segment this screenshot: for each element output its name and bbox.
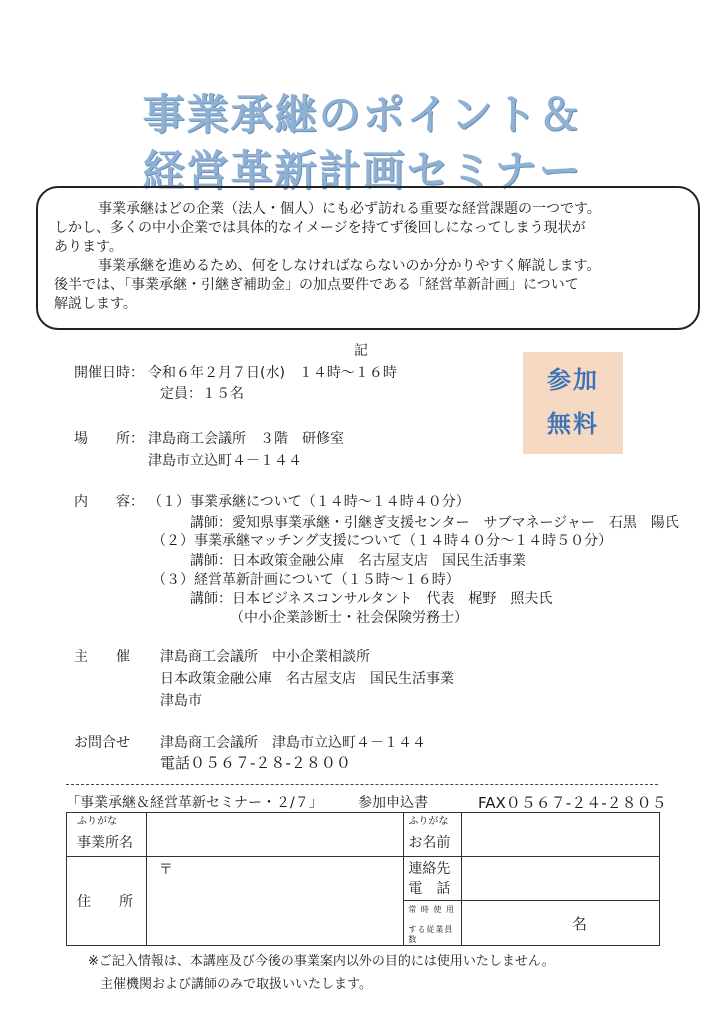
address-label-cell xyxy=(67,857,147,946)
content-label: 内 容： xyxy=(74,494,144,510)
ki-mark: 記 xyxy=(354,343,368,359)
intro-line: 後半では、「事業承継・引継ぎ補助金」の加点要件である「経営革新計画」について xyxy=(54,277,579,293)
organizer-line-3: 津島市 xyxy=(160,693,202,709)
address-label: 住 所 xyxy=(77,894,133,910)
schedule-label: 開催日時： xyxy=(74,365,144,381)
name-label-cell xyxy=(404,813,462,857)
form-apply-label: 参加申込書 xyxy=(358,795,428,811)
form-heading: 「事業承継＆経営革新セミナー・２/７」 xyxy=(66,795,323,811)
employees-label-1: 常 時 使 用 xyxy=(408,905,455,914)
furigana-label: ふりがな xyxy=(77,816,117,827)
name-label: お名前 xyxy=(408,835,451,851)
organizer-label: 主 催 xyxy=(74,649,130,665)
privacy-note-1: ※ご記入情報は、本講座及び今後の事業案内以外の目的には使用いたしません。 xyxy=(88,954,555,969)
content-item-3-lecturer: 講師：日本ビジネスコンサルタント 代表 梶野 照夫氏 xyxy=(190,591,553,607)
employees-field[interactable] xyxy=(462,901,660,946)
content-item-1-lecturer: 講師：愛知県事業承継・引継ぎ支援センター サブマネージャー 石黒 陽氏 xyxy=(190,515,679,531)
employees-label-2: する従業員数 xyxy=(408,925,454,944)
company-label: 事業所名 xyxy=(77,835,133,851)
content-item-3: （３）経営革新計画について（１５時～１６時） xyxy=(152,572,460,588)
contact-line-1: 津島商工会議所 津島市立込町４－１４４ xyxy=(160,735,426,751)
intro-line: しかし、多くの中小企業では具体的なイメージを持てず後回しになってしまう現状が xyxy=(54,220,586,236)
unit-label: 名 xyxy=(571,914,587,933)
address-field[interactable] xyxy=(146,857,403,946)
venue-line-2: 津島市立込町４－１４４ xyxy=(148,453,302,469)
phone-field[interactable] xyxy=(462,857,660,901)
intro-line: 事業承継を進めるため、何をしなければならないのか分かりやすく解説します。 xyxy=(98,258,601,274)
organizer-line-1: 津島商工会議所 中小企業相談所 xyxy=(160,649,370,665)
badge-line: 参加 xyxy=(547,366,599,394)
free-badge xyxy=(523,352,623,454)
company-field[interactable] xyxy=(146,813,403,857)
contact-label-cell xyxy=(404,857,462,901)
intro-box xyxy=(36,186,700,330)
capacity: 定員：１５名 xyxy=(160,386,244,402)
contact-label: お問合せ xyxy=(74,735,130,751)
title-line-1: 事業承継のポイント＆ xyxy=(142,90,583,139)
company-label-cell xyxy=(67,813,147,857)
venue-label: 場 所： xyxy=(74,431,144,447)
content-item-2-lecturer: 講師：日本政策金融公庫 名古屋支店 国民生活事業 xyxy=(190,553,526,569)
privacy-note-2: 主催機関および講師のみで取扱いいたします。 xyxy=(100,977,372,992)
content-item-3-sub: （中小企業診断士・社会保険労務士） xyxy=(230,610,468,626)
application-form xyxy=(66,812,660,946)
furigana-label: ふりがな xyxy=(408,816,449,827)
contact-label-1: 連絡先 xyxy=(408,861,451,877)
badge-line: 無料 xyxy=(547,410,599,438)
content-item-2: （２）事業承継マッチング支援について（１４時４０分～１４時５０分） xyxy=(152,533,613,549)
cut-line xyxy=(66,784,658,785)
content-item-1: （１）事業承継について（１４時～１４時４０分） xyxy=(148,494,470,510)
intro-line: 事業承継はどの企業（法人・個人）にも必ず訪れる重要な経営課題の一つです。 xyxy=(98,201,601,217)
employees-label-cell xyxy=(404,901,462,946)
postal-mark: 〒 xyxy=(158,862,173,878)
venue-line-1: 津島商工会議所 ３階 研修室 xyxy=(148,431,344,447)
name-field[interactable] xyxy=(462,813,660,857)
contact-phone: 電話０５６７-２８-２８００ xyxy=(160,754,351,772)
intro-line: 解説します。 xyxy=(54,296,137,312)
title-line-2: 経営革新計画セミナー xyxy=(142,146,583,195)
organizer-line-2: 日本政策金融公庫 名古屋支店 国民生活事業 xyxy=(160,671,454,687)
intro-line: あります。 xyxy=(54,239,123,255)
contact-label-2: 電 話 xyxy=(408,881,451,897)
schedule-value: 令和６年２月７日(水) １４時～１６時 xyxy=(148,365,397,381)
form-fax: FAX０５６７-２４-２８０５ xyxy=(478,794,667,812)
